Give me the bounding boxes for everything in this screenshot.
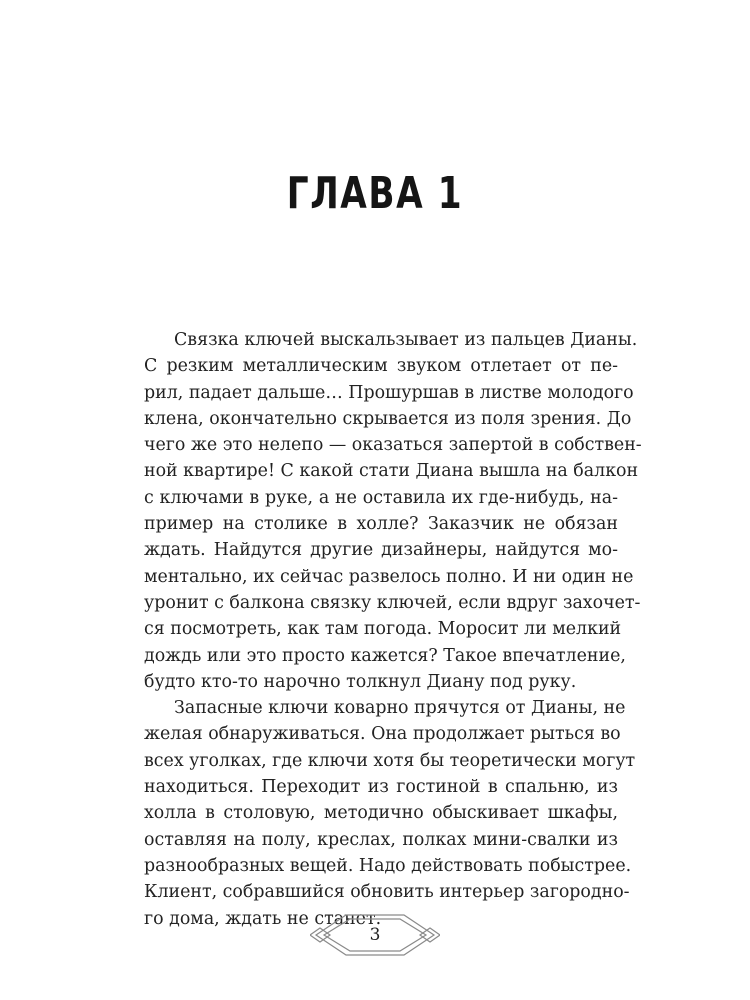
text-line: пример на столике в холле? Заказчик не обязан <box>144 514 618 535</box>
text-line: чего же это нелепо — оказаться запертой в собствен- <box>144 435 642 456</box>
page-number: 3 <box>369 925 381 945</box>
text-line: го дома, ждать не станет. <box>144 908 382 929</box>
text-line: С резким металлическим звуком отлетает от пе- <box>144 356 618 377</box>
text-line: всех уголках, где ключи хотя бы теоретически могут <box>144 750 636 771</box>
paragraph-2 <box>144 695 636 932</box>
text-line: клена, окончательно скрывается из поля зрения. До <box>144 408 632 429</box>
chapter-title: ГЛАВА 1 <box>286 168 464 219</box>
text-line: Связка ключей выскальзывает из пальцев Дианы. <box>174 330 638 350</box>
text-line: холла в столовую, методично обыскивает шкафы, <box>144 803 618 824</box>
text-line: Запасные ключи коварно прячутся от Дианы, не <box>174 698 626 719</box>
text-line: Клиент, собравшийся обновить интерьер загородно- <box>144 882 630 903</box>
text-line: оставляя на полу, креслах, полках мини-свалки из <box>144 829 618 850</box>
text-line: с ключами в руке, а не оставила их где-нибудь, на- <box>144 487 618 508</box>
text-line: ментально, их сейчас развелось полно. И ни один не <box>144 566 634 587</box>
page-number-ornament <box>310 910 440 960</box>
text-line: разнообразных вещей. Надо действовать побыстрее. <box>144 855 632 876</box>
text-line: находиться. Переходит из гостиной в спальню, из <box>144 777 618 798</box>
text-line: ся посмотреть, как там погода. Моросит ли мелкий <box>144 619 622 640</box>
text-line: будто кто-то нарочно толкнул Диану под руку. <box>144 671 577 692</box>
text-line: уронит с балкона связку ключей, если вдруг захочет- <box>144 592 641 613</box>
text-line: рил, падает дальше… Прошуршав в листве молодого <box>144 382 634 403</box>
text-line: дождь или это просто кажется? Такое впечатление, <box>144 645 626 666</box>
text-line: желая обнаруживаться. Она продолжает рыться во <box>144 724 621 745</box>
text-line: ной квартире! С какой стати Диана вышла на балкон <box>144 461 639 482</box>
paragraph-1 <box>144 327 642 695</box>
text-line: ждать. Найдутся другие дизайнеры, найдутся мо- <box>144 540 618 561</box>
body-text <box>144 327 642 932</box>
